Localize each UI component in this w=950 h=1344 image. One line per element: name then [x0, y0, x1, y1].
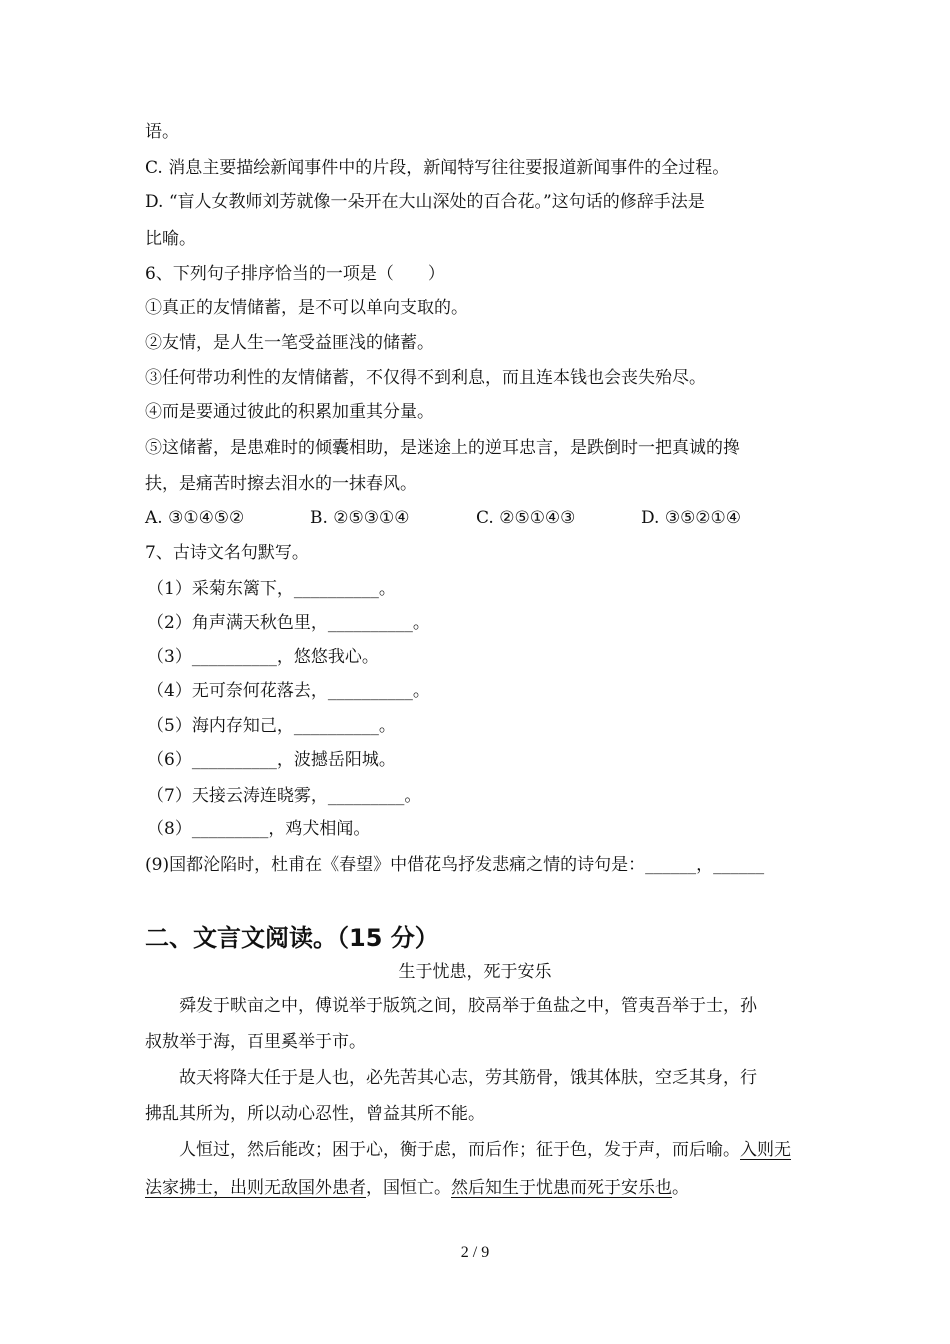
- passage-p3-line2: [145, 1176, 689, 1200]
- q7-item: （3）__________，悠悠我心。: [147, 647, 379, 667]
- q5-option-c: C. 消息主要描绘新闻事件中的片段，新闻特写往往要报道新闻事件的全过程。: [145, 158, 730, 178]
- q6-options: [145, 506, 741, 530]
- q7-item: （7）天接云涛连晓雾，_________。: [147, 786, 422, 806]
- q6-sentence-1: ①真正的友情储蓄，是不可以单向支取的。: [145, 298, 468, 318]
- q7-item: （1）采菊东篱下，__________。: [147, 579, 396, 599]
- q6-option-c: C. ②⑤①④③: [476, 508, 576, 528]
- q7-item-9: (9)国都沦陷时，杜甫在《春望》中借花鸟抒发悲痛之情的诗句是：______，______: [145, 855, 765, 875]
- underlined-sentence: 法家拂士，出则无敌国外患者: [145, 1178, 366, 1198]
- q7-stem: 7、古诗文名句默写。: [145, 543, 309, 563]
- passage-text: 。: [672, 1178, 689, 1198]
- passage-p1-line1: 舜发于畎亩之中，傅说举于版筑之间，胶鬲举于鱼盐之中，管夷吾举于士，孙: [179, 996, 757, 1016]
- passage-title: 生于忧患，死于安乐: [398, 962, 552, 982]
- q6-option-a: A. ③①④⑤②: [145, 508, 245, 528]
- q5-option-d-line2: 比喻。: [145, 229, 196, 249]
- q7-item: （8）_________，鸡犬相闻。: [147, 819, 371, 839]
- q7-item: （4）无可奈何花落去，__________。: [147, 681, 430, 701]
- q6-sentence-2: ②友情，是人生一笔受益匪浅的储蓄。: [145, 333, 434, 353]
- page-number: 2 / 9: [460, 1244, 490, 1261]
- q7-item: （2）角声满天秋色里，__________。: [147, 613, 430, 633]
- underlined-sentence: 然后知生于忧患而死于安乐也: [451, 1178, 672, 1198]
- passage-p2-line1: 故天将降大任于是人也，必先苦其心志，劳其筋骨，饿其体肤，空乏其身，行: [179, 1068, 757, 1088]
- q6-sentence-4: ④而是要通过彼此的积累加重其分量。: [145, 402, 434, 422]
- q6-sentence-3: ③任何带功利性的友情储蓄，不仅得不到利息，而且连本钱也会丧失殆尽。: [145, 368, 706, 388]
- passage-p1-line2: 叔敖举于海，百里奚举于市。: [145, 1032, 366, 1052]
- q7-item: （5）海内存知己，__________。: [147, 716, 396, 736]
- passage-p3-line1: [179, 1138, 791, 1162]
- q5-text-cont: 语。: [145, 122, 179, 142]
- q6-sentence-5-line2: 扶，是痛苦时擦去泪水的一抹春风。: [145, 474, 417, 494]
- q5-option-d-line1: D. “盲人女教师刘芳就像一朵开在大山深处的百合花。”这句话的修辞手法是: [145, 192, 705, 212]
- passage-text: ，国恒亡。: [366, 1178, 451, 1198]
- q6-sentence-5-line1: ⑤这储蓄，是患难时的倾囊相助，是迷途上的逆耳忠言，是跌倒时一把真诚的搀: [145, 438, 740, 458]
- underlined-sentence: 入则无: [740, 1140, 791, 1160]
- q6-stem: 6、下列句子排序恰当的一项是（ ）: [145, 264, 445, 284]
- q6-option-b: B. ②⑤③①④: [310, 508, 410, 528]
- passage-p2-line2: 拂乱其所为，所以动心忍性，曾益其所不能。: [145, 1104, 485, 1124]
- passage-text: 人恒过，然后能改；困于心，衡于虑，而后作；征于色，发于声，而后喻。: [179, 1140, 740, 1160]
- q7-item: （6）__________，波撼岳阳城。: [147, 750, 396, 770]
- q6-option-d: D. ③⑤②①④: [641, 508, 742, 528]
- section-heading: 二、文言文阅读。（15 分）: [145, 924, 439, 952]
